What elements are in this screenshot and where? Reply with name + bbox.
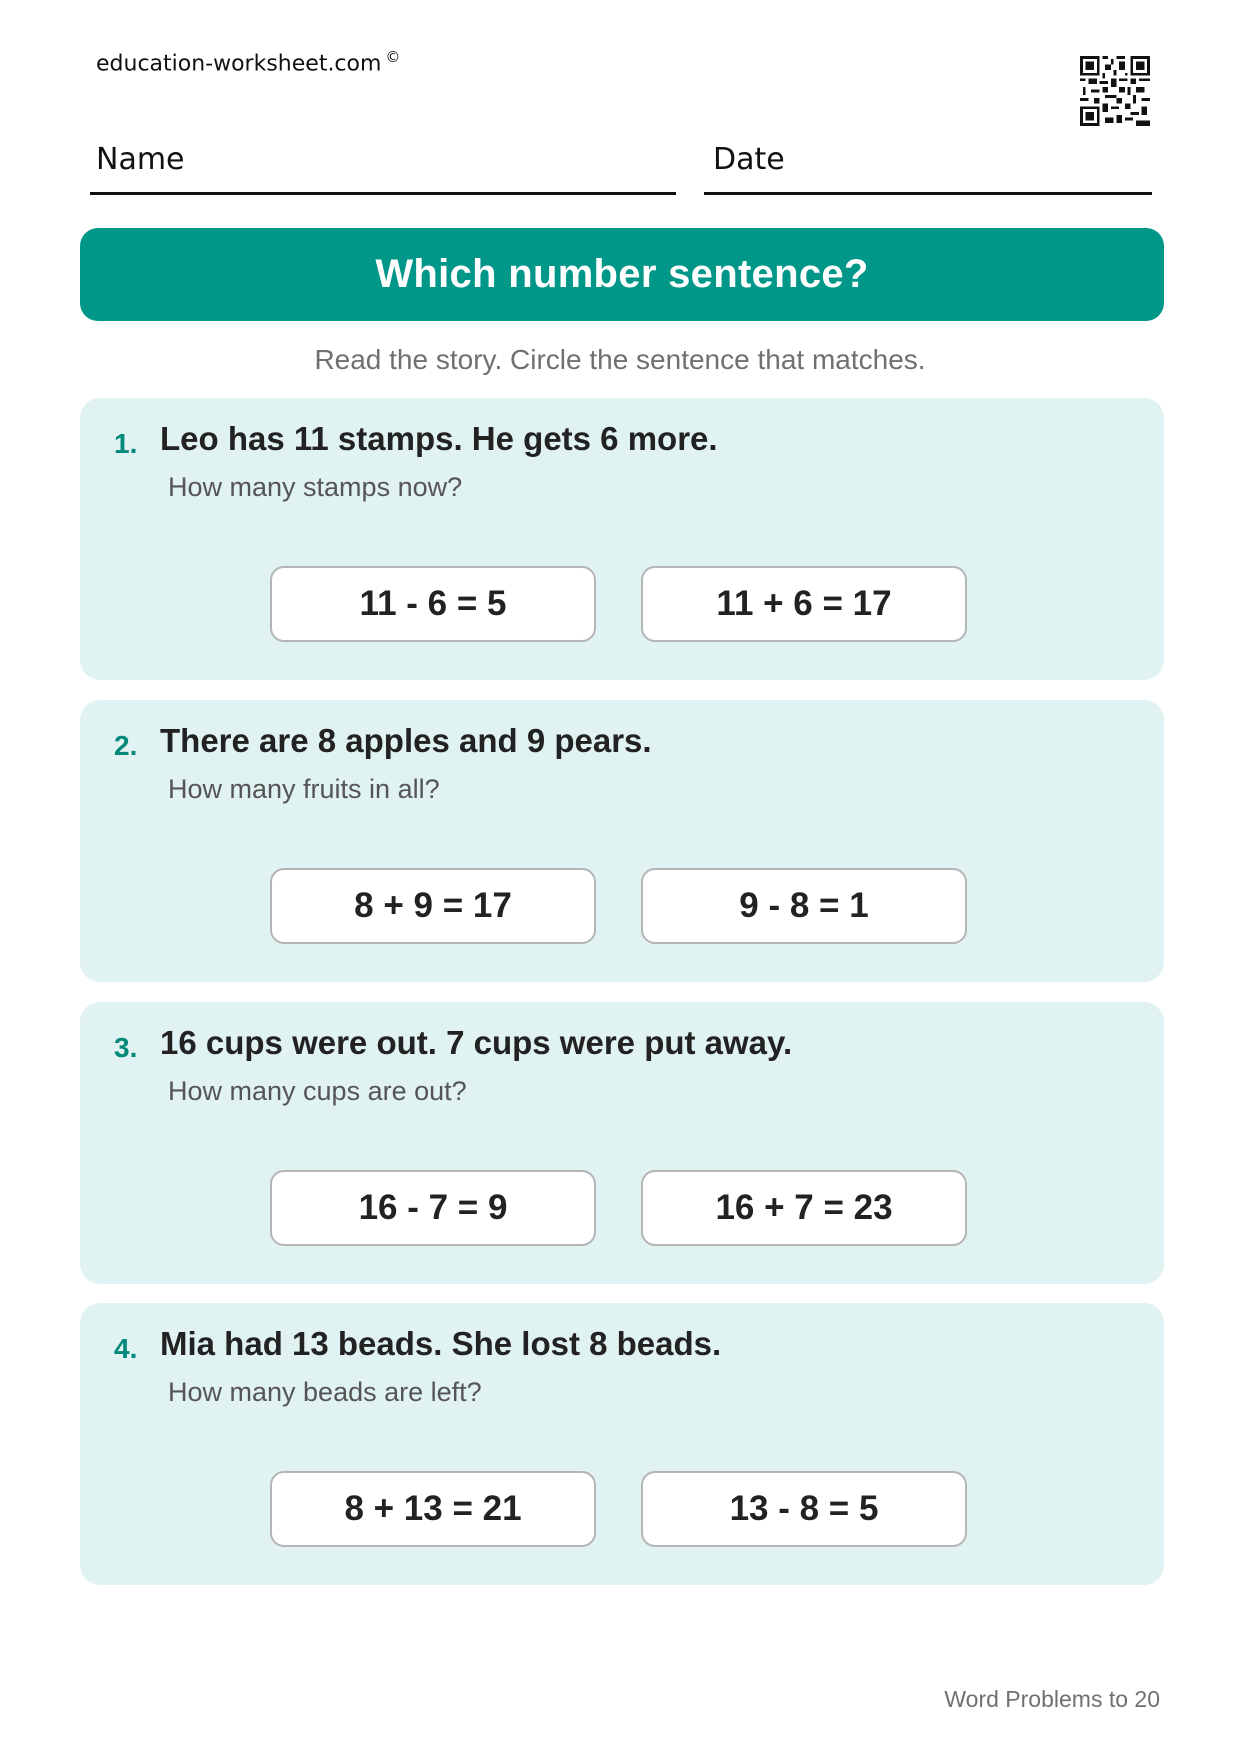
date-line[interactable] [704,192,1152,195]
choice-option-b[interactable]: 11 + 6 = 17 [641,566,967,642]
choice-option-b[interactable]: 13 - 8 = 5 [641,1471,967,1547]
choice-option-a[interactable]: 8 + 9 = 17 [270,868,596,944]
instructions: Read the story. Circle the sentence that matches. [314,344,926,375]
choice-option-a[interactable]: 11 - 6 = 5 [270,566,596,642]
qr-code-icon [1080,56,1150,126]
problem-number: 2. [114,730,138,761]
choice-option-a[interactable]: 16 - 7 = 9 [270,1170,596,1246]
problem-story: Mia had 13 beads. She lost 8 beads. [160,1325,722,1362]
problem-story: There are 8 apples and 9 pears. [160,722,652,759]
choice-option-b[interactable]: 16 + 7 = 23 [641,1170,967,1246]
site-name-text: education-worksheet.com [96,51,382,77]
name-label: Name [96,142,185,177]
problem-card-1 [80,398,1164,680]
site-name [96,48,400,76]
problem-question: How many fruits in all? [168,774,440,804]
choice-option-a[interactable]: 8 + 13 = 21 [270,1471,596,1547]
problem-number: 1. [114,428,138,459]
problem-card-4 [80,1303,1164,1585]
title-banner [80,228,1164,321]
problem-card-3 [80,1002,1164,1284]
problem-card-2 [80,700,1164,982]
problem-story: 16 cups were out. 7 cups were put away. [160,1024,793,1061]
name-line[interactable] [90,192,676,195]
footer-text: Word Problems to 20 [944,1686,1160,1712]
problem-question: How many stamps now? [168,472,463,502]
date-label: Date [713,142,785,177]
problem-story: Leo has 11 stamps. He gets 6 more. [160,420,718,457]
problem-number: 4. [114,1333,138,1364]
problem-number: 3. [114,1032,138,1063]
copyright-symbol: © [385,48,401,66]
choice-option-b[interactable]: 9 - 8 = 1 [641,868,967,944]
worksheet-title: Which number sentence? [375,252,869,296]
problem-question: How many beads are left? [168,1377,482,1407]
problem-question: How many cups are out? [168,1076,467,1106]
